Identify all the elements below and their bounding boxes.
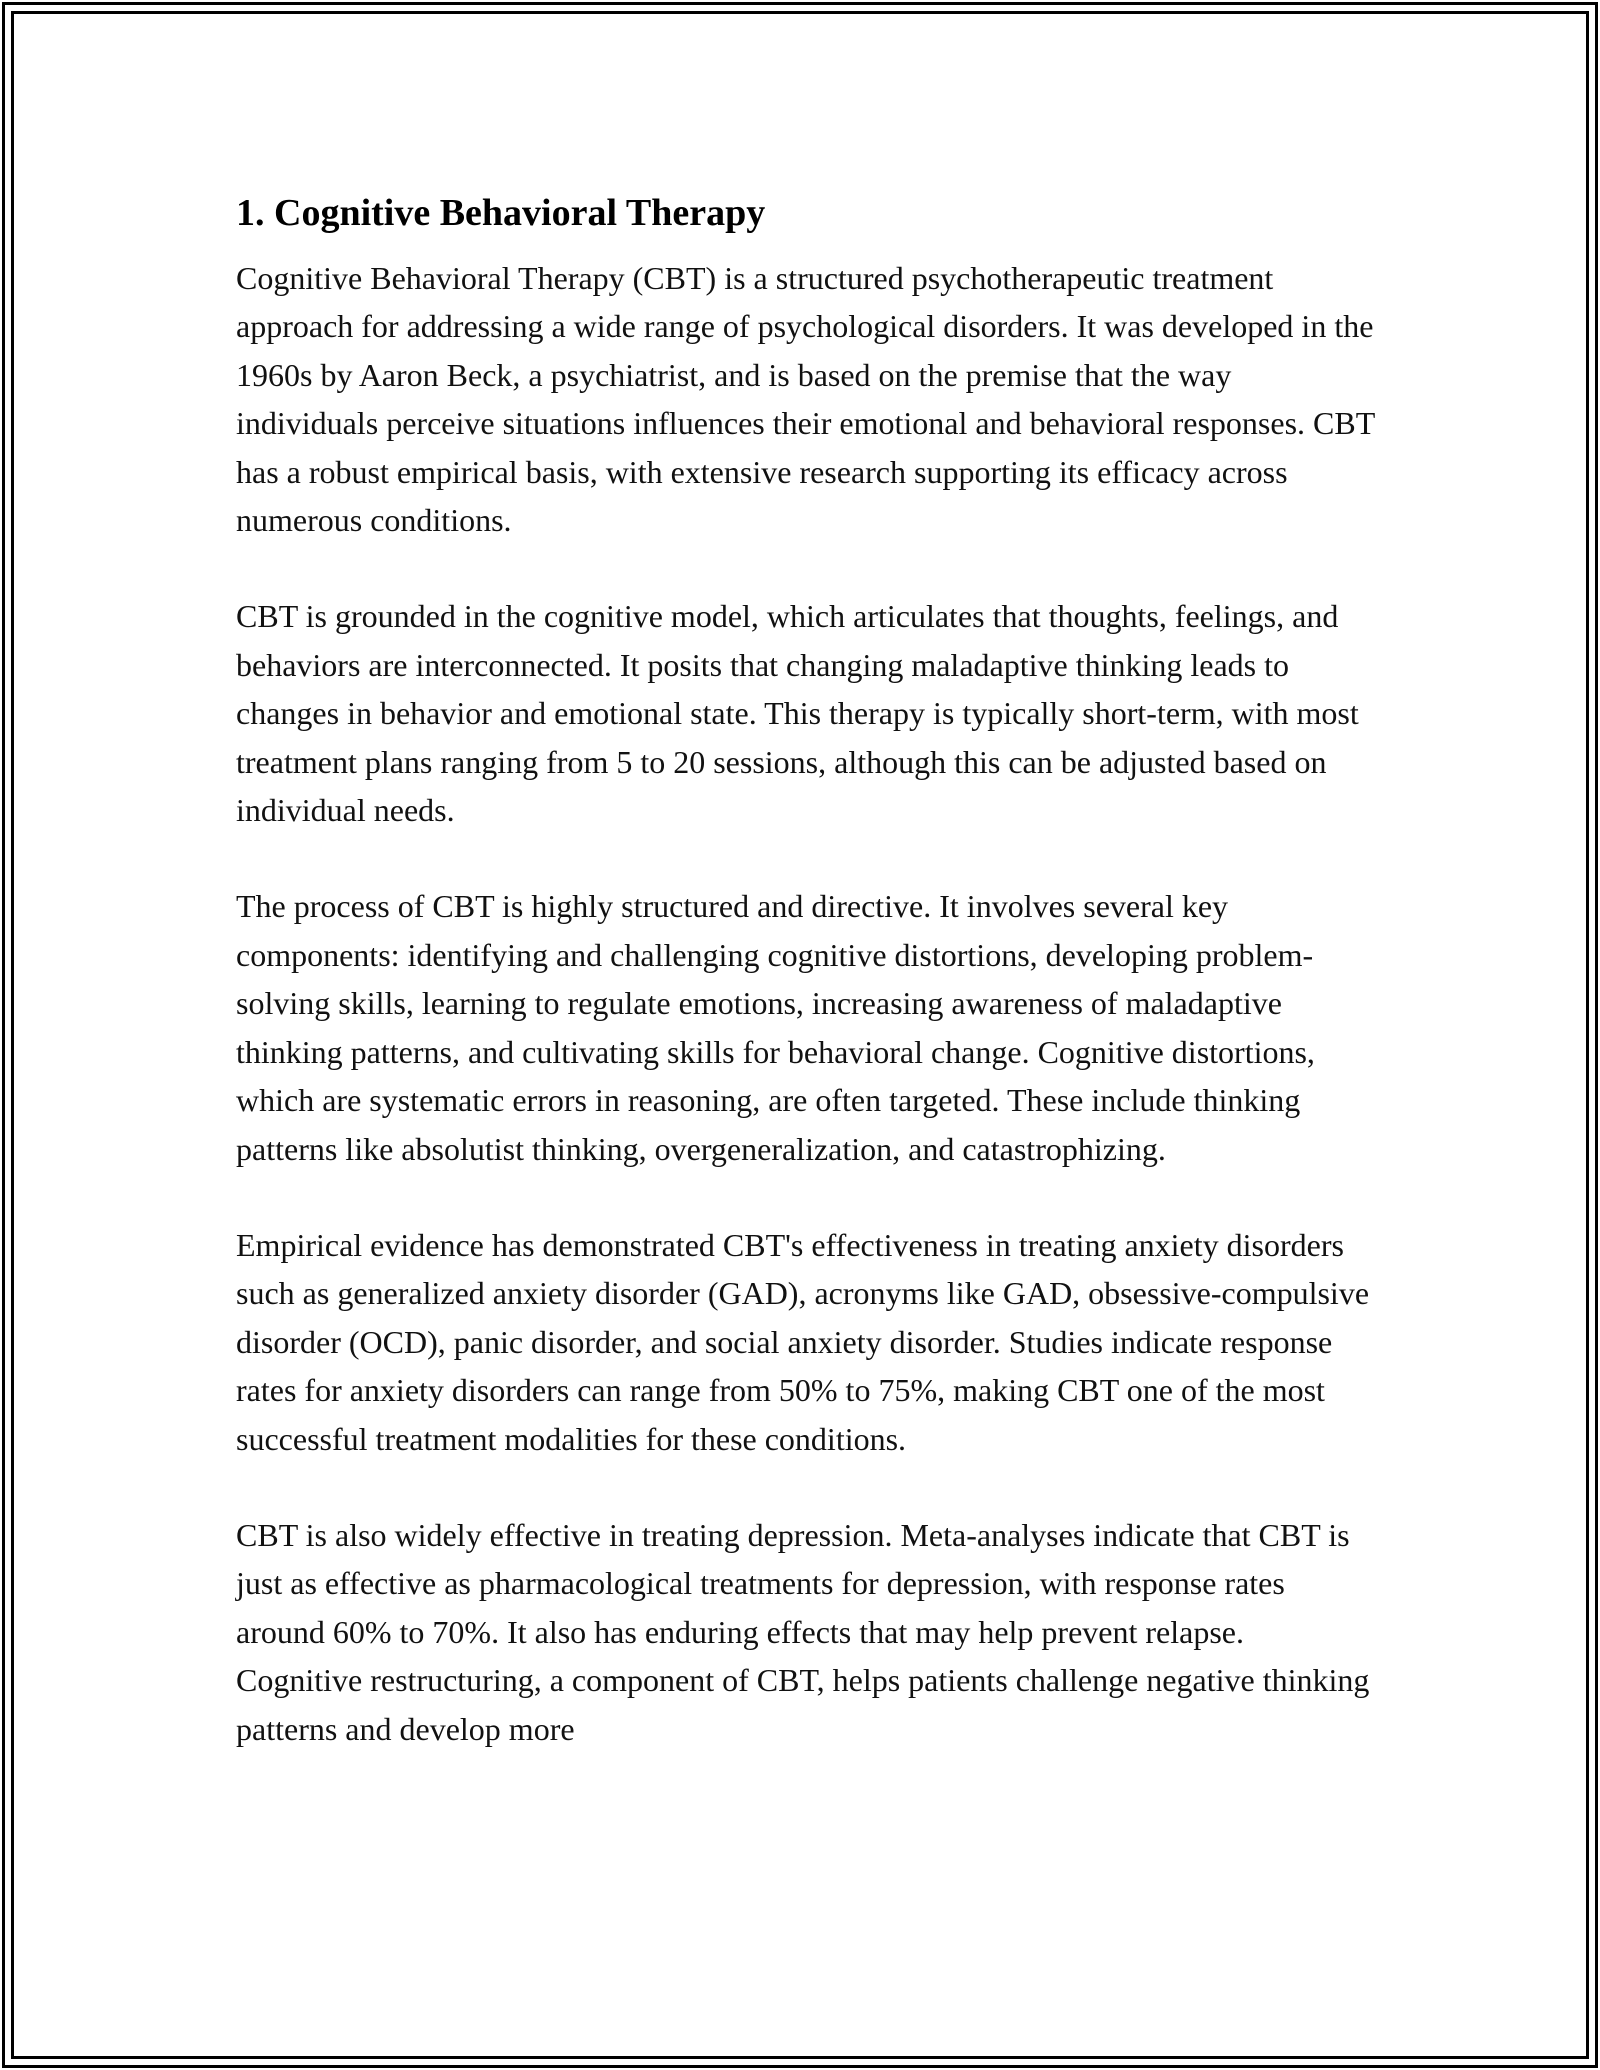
section-heading: 1. Cognitive Behavioral Therapy xyxy=(236,192,766,234)
paragraph-intro: Cognitive Behavioral Therapy (CBT) is a structured psychotherapeutic treatment approach for addressing a wide range of psychological disorders. It was developed in the 1960s by Aaron Beck, a psychiatrist, and is based on the premise that the way individuals perceive situations influences their emotional and behavioral responses. CBT has a robust empirical basis, with extensive research supporting its efficacy across numerous conditions. xyxy=(236,260,1375,539)
paragraph-process: The process of CBT is highly structured and directive. It involves several key components: identifying and challenging cognitive distortions, developing problem-solving skills, learning to regulate emotions, increasing awareness of maladaptive thinking patterns, and cultivating skills for behavioral change. Cognitive distortions, which are systematic errors in reasoning, are often targeted. These include thinking patterns like absolutist thinking, overgeneralization, and catastrophizing. xyxy=(236,888,1315,1167)
paragraph-depression: CBT is also widely effective in treating depression. Meta-analyses indicate that CBT is just as effective as pharmacological treatments for depression, with response rates around 60% to 70%. It also has enduring effects that may help prevent relapse. Cognitive restructuring, a component of CBT, helps patients challenge negative thinking patterns and develop more xyxy=(236,1516,1370,1747)
paragraph-anxiety-evidence: Empirical evidence has demonstrated CBT's effectiveness in treating anxiety disorders such as generalized anxiety disorder (GAD), acronyms like GAD, obsessive-compulsive disorder (OCD), panic disorder, and social anxiety disorder. Studies indicate response rates for anxiety disorders can range from 50% to 75%, making CBT one of the most successful treatment modalities for these conditions. xyxy=(236,1226,1370,1457)
document-body xyxy=(236,188,1376,1801)
paragraph-cognitive-model: CBT is grounded in the cognitive model, which articulates that thoughts, feelings, and behaviors are interconnected. It posits that changing maladaptive thinking leads to changes in behavior and emotional state. This therapy is typically short-term, with most treatment plans ranging from 5 to 20 sessions, although this can be adjusted based on individual needs. xyxy=(236,598,1359,829)
